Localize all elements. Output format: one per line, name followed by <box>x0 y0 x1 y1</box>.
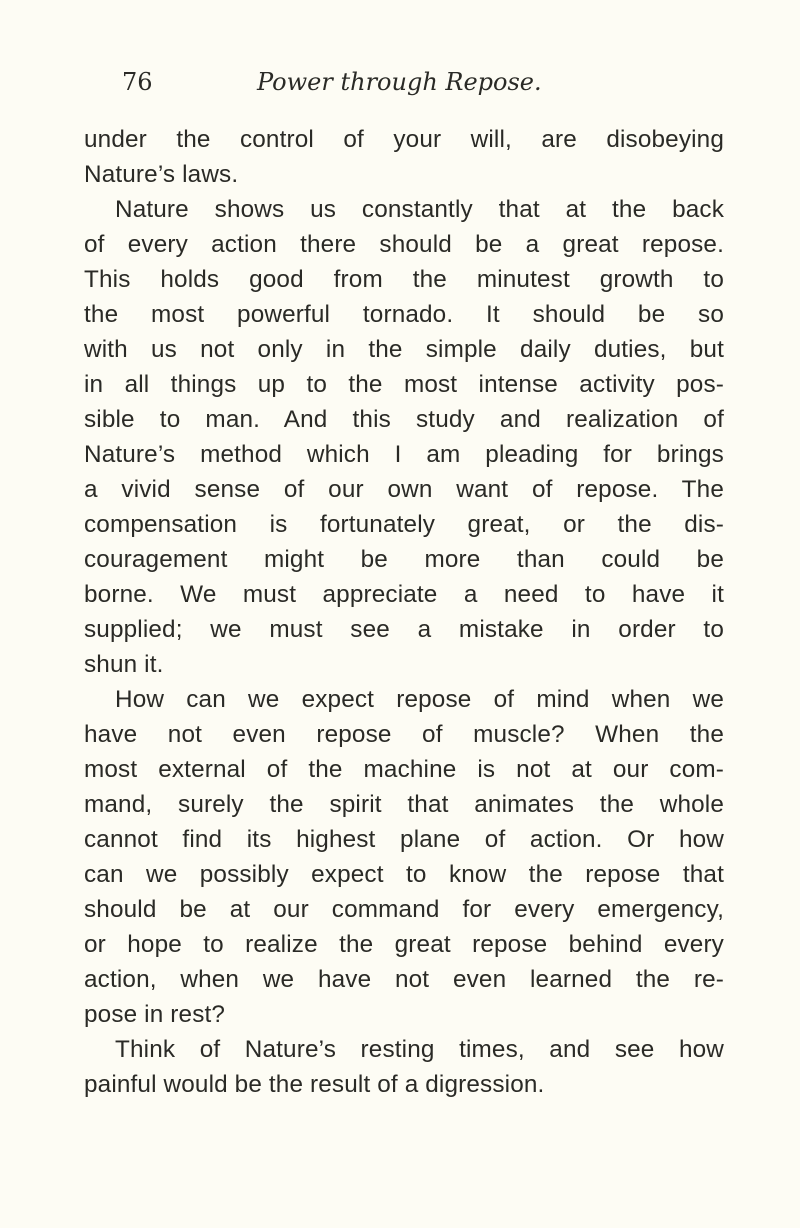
text-line: Nature shows us constantly that at the back <box>115 196 724 223</box>
text-line: supplied; we must see a mistake in order to <box>84 616 724 643</box>
running-head <box>122 62 722 102</box>
text-line: mand, surely the spirit that animates the whole <box>84 791 724 818</box>
text-line: most external of the machine is not at our com- <box>84 756 724 783</box>
text-line: shun it. <box>84 651 164 678</box>
text-line: Think of Nature’s resting times, and see how <box>115 1036 724 1063</box>
text-line: painful would be the result of a digression. <box>84 1071 545 1098</box>
book-title: Power through Repose. <box>257 68 542 96</box>
text-line: compensation is fortunately great, or the dis- <box>84 511 724 538</box>
text-line: can we possibly expect to know the repose that <box>84 861 724 888</box>
text-line: the most powerful tornado. It should be so <box>84 301 724 328</box>
text-line: of every action there should be a great repose. <box>84 231 724 258</box>
text-line: This holds good from the minutest growth to <box>84 266 724 293</box>
text-line: Nature’s method which I am pleading for brings <box>84 441 724 468</box>
page-number: 76 <box>122 68 153 96</box>
text-line: couragement might be more than could be <box>84 546 724 573</box>
text-line: pose in rest? <box>84 1001 226 1028</box>
text-line: a vivid sense of our own want of repose. The <box>84 476 724 503</box>
text-line: have not even repose of muscle? When the <box>84 721 724 748</box>
text-line: sible to man. And this study and realization of <box>84 406 724 433</box>
text-line: cannot find its highest plane of action. Or how <box>84 826 724 853</box>
text-line: action, when we have not even learned the re- <box>84 966 724 993</box>
text-line: in all things up to the most intense activity pos- <box>84 371 724 398</box>
text-line: should be at our command for every emergency, <box>84 896 724 923</box>
text-line: borne. We must appreciate a need to have it <box>84 581 724 608</box>
text-line: or hope to realize the great repose behind every <box>84 931 724 958</box>
text-line: with us not only in the simple daily duties, but <box>84 336 724 363</box>
body-text <box>84 122 724 1102</box>
text-line: under the control of your will, are disobeying <box>84 126 724 153</box>
text-line: Nature’s laws. <box>84 161 239 188</box>
text-line: How can we expect repose of mind when we <box>115 686 724 713</box>
